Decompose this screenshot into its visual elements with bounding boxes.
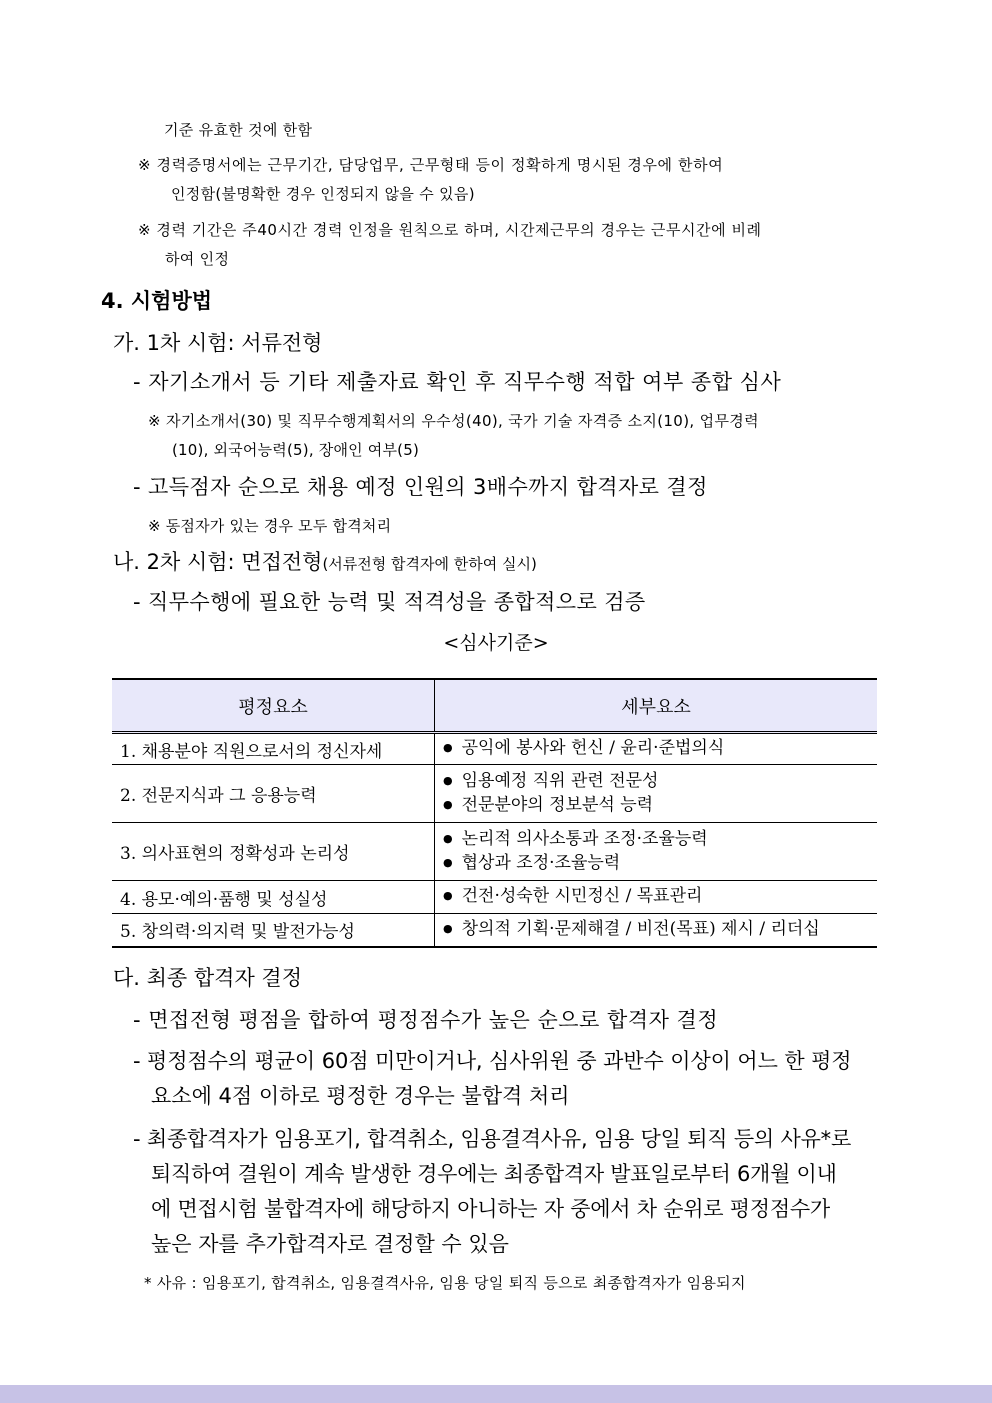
element-cell: 3. 의사표현의 정확성과 논리성 [112,823,435,881]
detail-cell [435,881,878,914]
note-line: 하여 인정 [165,250,230,268]
list-item-continuation: 높은 자를 추가합격자로 결정할 수 있음 [151,1232,509,1256]
element-cell: 2. 전문지식과 그 응용능력 [112,765,435,823]
list-item: - 면접전형 평점을 합하여 평정점수가 높은 순으로 합격자 결정 [133,1008,719,1032]
table-caption: <심사기준> [443,632,549,654]
criteria-table [112,678,877,948]
detail-item: ● 공익에 봉사와 헌신 / 윤리·준법의식 [443,737,869,761]
detail-cell [435,914,878,947]
note-line: ※ 경력증명서에는 근무기간, 담당업무, 근무형태 등이 정확하게 명시된 경우에 한하여 [138,156,724,174]
table-row [112,823,877,881]
list-item: - 직무수행에 필요한 능력 및 적격성을 종합적으로 검증 [133,590,646,614]
element-cell: 1. 채용분야 직원으로서의 정신자세 [112,733,435,765]
note-line: ※ 경력 기간은 주40시간 경력 인정을 원칙으로 하며, 시간제근무의 경우는 근무시간에 비례 [138,221,762,239]
detail-cell [435,733,878,765]
detail-item: ● 논리적 의사소통과 조정·조율능력 [443,828,869,852]
table-row [112,881,877,914]
detail-item: ● 창의적 기획·문제해결 / 비전(목표) 제시 / 리더십 [443,918,869,942]
list-item: - 최종합격자가 임용포기, 합격취소, 임용결격사유, 임용 당일 퇴직 등의 사유*로 [133,1127,852,1151]
detail-item: ● 협상과 조정·조율능력 [443,852,869,876]
note-line: ※ 자기소개서(30) 및 직무수행계획서의 우수성(40), 국가 기술 자격증 소지(10), 업무경력 [148,412,759,430]
list-item: - 자기소개서 등 기타 제출자료 확인 후 직무수행 적합 여부 종합 심사 [133,370,782,394]
note-line: ※ 동점자가 있는 경우 모두 합격처리 [148,517,392,535]
element-cell: 4. 용모·예의·품행 및 성실성 [112,881,435,914]
table-row [112,765,877,823]
detail-item: ● 건전·성숙한 시민정신 / 목표관리 [443,885,869,909]
column-header: 세부요소 [435,679,878,733]
subsection-heading-ga: 가. 1차 시험: 서류전형 [113,331,323,355]
table-row [112,733,877,765]
element-cell: 5. 창의력·의지력 및 발전가능성 [112,914,435,947]
list-item-continuation: 에 면접시험 불합격자에 해당하지 아니하는 자 중에서 차 순위로 평정점수가 [151,1197,830,1221]
subsection-heading-na [113,546,537,576]
detail-item: ● 전문분야의 정보분석 능력 [443,794,869,818]
list-item-continuation: 퇴직하여 결원이 계속 발생한 경우에는 최종합격자 발표일로부터 6개월 이내 [151,1162,837,1186]
column-header: 평정요소 [112,679,435,733]
footer-bar [0,1385,992,1403]
detail-cell [435,823,878,881]
section-title: 4. 시험방법 [101,289,213,313]
table-header-row [112,679,877,733]
note-line: 기준 유효한 것에 한함 [164,121,313,139]
list-item-continuation: 요소에 4점 이하로 평정한 경우는 불합격 처리 [151,1084,570,1108]
detail-cell [435,765,878,823]
detail-item: ● 임용예정 직위 관련 전문성 [443,770,869,794]
table-row [112,914,877,947]
footnote: * 사유 : 임용포기, 합격취소, 임용결격사유, 임용 당일 퇴직 등으로 최종합격자가 임용되지 [144,1274,746,1292]
note-line: (10), 외국어능력(5), 장애인 여부(5) [172,441,420,459]
subsection-heading-da: 다. 최종 합격자 결정 [113,966,302,990]
heading-note: (서류전형 합격자에 한하여 실시) [322,555,537,573]
heading-text: 나. 2차 시험: 면접전형 [113,550,323,574]
list-item: - 고득점자 순으로 채용 예정 인원의 3배수까지 합격자로 결정 [133,475,708,499]
list-item: - 평정점수의 평균이 60점 미만이거나, 심사위원 중 과반수 이상이 어느 한 평정 [133,1049,852,1073]
note-line: 인정함(불명확한 경우 인정되지 않을 수 있음) [171,185,475,203]
